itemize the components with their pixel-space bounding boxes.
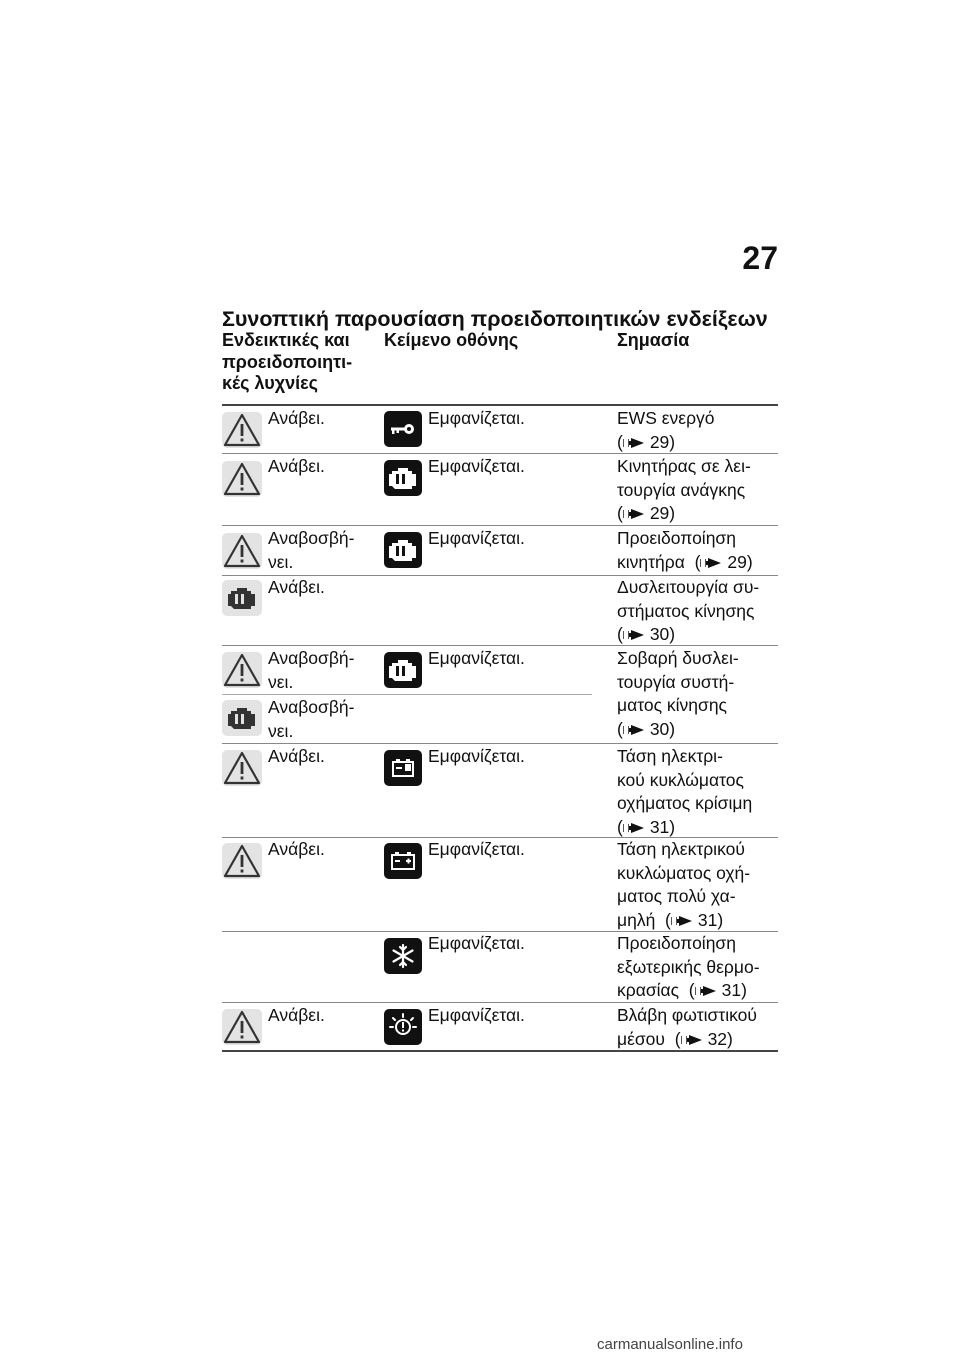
page-reference: ( 31) xyxy=(617,816,676,837)
arrow-right-icon xyxy=(681,1034,705,1046)
engine-icon xyxy=(384,532,422,568)
key-icon xyxy=(384,411,422,447)
warning-triangle-icon xyxy=(222,412,262,448)
warning-triangle-icon xyxy=(222,652,262,688)
arrow-right-icon xyxy=(700,557,724,569)
arrow-right-icon xyxy=(623,508,647,520)
warning-triangle-icon xyxy=(222,533,262,569)
page-reference: ( 30) xyxy=(617,624,676,644)
page-reference: ( 30) xyxy=(617,718,676,739)
page-number: 27 xyxy=(742,240,778,276)
warning-triangle-icon xyxy=(222,750,262,786)
page-reference: μηλή ( 31) xyxy=(617,909,724,930)
arrow-right-icon xyxy=(695,985,719,997)
engine-icon xyxy=(384,460,422,496)
table-bottom-rule xyxy=(222,1050,778,1052)
watermark: carmanualsonline.info xyxy=(597,1336,743,1353)
header-display-text: Κείμενο οθόνης xyxy=(384,330,519,350)
lamp-fault-icon xyxy=(384,1009,422,1045)
page-reference: κρασίας ( 31) xyxy=(617,980,747,1000)
arrow-right-icon xyxy=(623,629,647,641)
header-lamps: Ενδεικτικές και προειδοποιητι- κές λυχνίες xyxy=(222,330,353,393)
warning-triangle-icon xyxy=(222,1009,262,1045)
table-top-rule xyxy=(222,404,778,406)
arrow-right-icon xyxy=(623,437,647,449)
warning-triangle-icon xyxy=(222,843,262,879)
page-reference: κινητήρα ( 29) xyxy=(617,551,753,572)
page-title: Συνοπτική παρουσίαση προειδοποιητικών ενδείξεων xyxy=(222,307,768,331)
arrow-right-icon xyxy=(671,915,695,927)
header-meaning: Σημασία xyxy=(617,330,690,350)
engine-icon xyxy=(222,580,262,616)
warning-triangle-icon xyxy=(222,461,262,497)
arrow-right-icon xyxy=(623,724,647,736)
arrow-right-icon xyxy=(623,822,647,834)
engine-icon xyxy=(384,652,422,688)
snowflake-icon xyxy=(384,938,422,974)
page-reference: ( 29) xyxy=(617,431,676,452)
battery-plug-icon xyxy=(384,750,422,786)
page-reference: ( 29) xyxy=(617,503,676,523)
engine-icon xyxy=(222,700,262,736)
battery-icon xyxy=(384,843,422,879)
page-reference: μέσου ( 32) xyxy=(617,1028,733,1049)
